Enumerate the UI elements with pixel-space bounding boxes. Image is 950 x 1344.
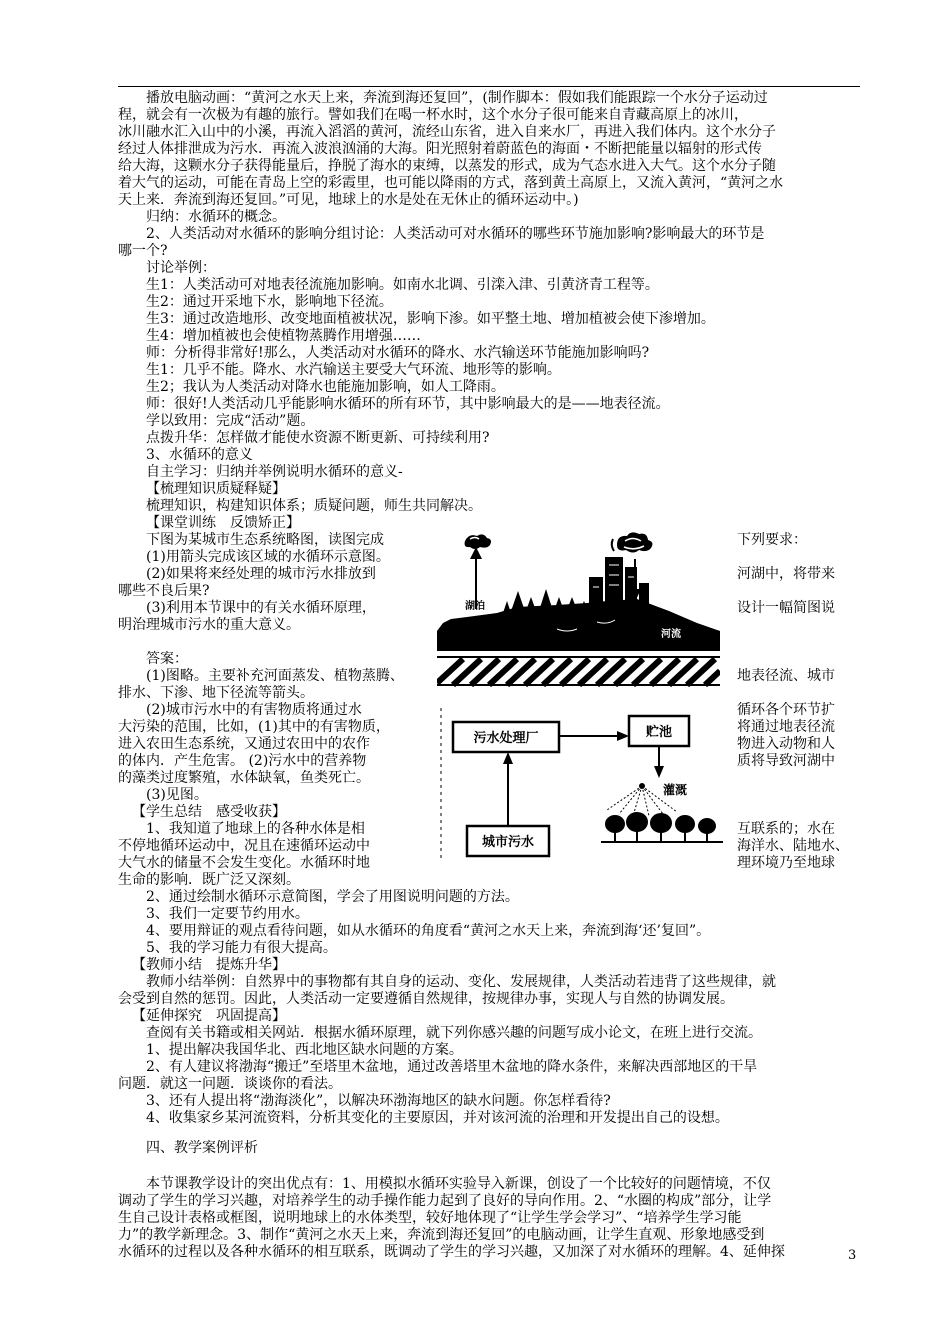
summary-section: [118, 889, 858, 1127]
text-line: (1)用箭头完成该区域的水循环示意图。: [146, 549, 390, 565]
sewage-plant-label: 污水处理厂: [473, 731, 539, 746]
header-rule: [118, 86, 860, 87]
text-line: 3、我们一定要节约用水。: [146, 906, 309, 922]
text-line: 力”的教学新理念。3、制作“黄河之水天上来，奔流到海还复回”的电脑动画，让学生直观、形象地感受到: [118, 1227, 765, 1243]
text-line: 的藻类过度繁殖，水体缺氧，鱼类死亡。: [118, 770, 370, 786]
text-line: 生命的影响．既广泛又深刻。: [118, 872, 300, 888]
text-line: 答案：: [146, 651, 188, 667]
text-line: (1)图略。主要补充河面蒸发、植物蒸腾、: [146, 668, 404, 684]
arrow-to-plant: [503, 752, 513, 764]
text-line: 教师小结举例：自然界中的事物都有其自身的运动、变化、发展规律，人类活动若违背了这些规律，就: [146, 974, 776, 990]
right-fragment: 下列要求：: [737, 532, 807, 548]
text-line: 【教师小结 提炼升华】: [132, 957, 286, 973]
text-line: 3、水循环的意义: [146, 447, 253, 463]
page-number: 3: [848, 1248, 857, 1263]
text-line: 哪些不良后果?: [118, 583, 210, 599]
text-line: 程，就会有一次极为有趣的旅行。譬如我们在喝一杯水时，这个水分子很可能来自青藏高原上的冰川，: [118, 107, 748, 123]
text-line: 排水、下渗、地下径流等箭头。: [118, 685, 314, 701]
text-line: 归纳：水循环的概念。: [146, 209, 286, 225]
text-line: 生自己设计表格或框图，说明地球上的水体类型，较好地体现了“让学生学会学习”、“培养学生学习能: [118, 1210, 742, 1226]
evaporation-arrow: [470, 547, 482, 609]
text-line: 大气水的储量不会发生变化。水循环时地: [118, 855, 370, 871]
text-line: 给大海，这颗水分子获得能量后，挣脱了海水的束缚，以蒸发的形式，成为气态水进入大气。这个水分子随: [118, 158, 776, 174]
evaluation-paragraph: [118, 1176, 858, 1261]
text-line: 天上来．奔流到海还复回。”可见，地球上的水是处在无休止的循环运动中。): [118, 192, 579, 208]
text-line: 大污染的范围，比如，(1)其中的有害物质，: [118, 719, 390, 735]
right-fragment: 理环境乃至地球: [737, 855, 835, 871]
discussion-section: [118, 209, 858, 532]
text-line: 播放电脑动画：“黄河之水天上来，奔流到海还复回”，(制作脚本：假如我们能跟踪一个水分子运动过: [146, 90, 768, 106]
right-fragment: 设计一幅简图说: [737, 600, 835, 616]
text-line: 会受到自然的惩罚。因此，人类活动一定要遵循自然规律，按规律办事，实现人与自然的协调发展。: [118, 991, 734, 1007]
right-fragment: 物进入动物和人: [737, 736, 835, 752]
text-line: 的体内．产生危害。 (2)污水中的营养物: [118, 753, 367, 769]
right-fragment: 地表径流、城市: [737, 668, 835, 684]
text-line: 【课堂训练 反馈矫正】: [146, 515, 300, 531]
text-line: 生4：增加植被也会使植物蒸腾作用增强……: [146, 328, 421, 344]
text-line: 下图为某城市生态系统略图，读图完成: [146, 532, 384, 548]
text-line: 明治理城市污水的重大意义。: [118, 617, 300, 633]
text-line: 学以致用：完成“活动”题。: [146, 413, 315, 429]
sewage-flow-figure: [437, 702, 727, 862]
right-fragment: 循环各个环节扩: [737, 702, 835, 718]
right-fragment: 将通过地表径流: [737, 719, 835, 735]
text-line: 讨论举例：: [146, 260, 216, 276]
pond-label: 贮池: [645, 725, 673, 740]
city-buildings-icon: [589, 557, 649, 613]
city-sewage-label: 城市污水: [481, 835, 535, 850]
text-line: 3、还有人提出将“渤海淡化”，以解决环渤海地区的缺水问题。你怎样看待?: [146, 1093, 611, 1109]
text-line: 师：很好!人类活动几乎能影响水循环的所有环节，其中影响最大的是——地表径流。: [146, 396, 670, 412]
exercise-left-column: [118, 532, 436, 889]
animation-paragraph: [118, 90, 858, 209]
cloud-right-icon: [612, 532, 653, 552]
lake-label: 湖泊: [465, 601, 485, 612]
text-line: 1、提出解决我国华北、西北地区缺水问题的方案。: [146, 1042, 463, 1058]
text-line: 【延伸探究 巩固提高】: [132, 1008, 286, 1024]
arrow-to-irrigation: [654, 766, 664, 778]
text-line: 师：分析得非常好!那么，人类活动对水循环的降水、水汽输送环节能施加影响吗?: [146, 345, 650, 361]
text-line: 调动了学生的学习兴趣，对培养学生的动手操作能力起到了良好的导向作用。2、“水圈的构成”部分，让学: [118, 1193, 772, 1209]
text-line: 自主学习：归纳并举例说明水循环的意义-: [146, 464, 403, 480]
city-ecosystem-figure: [437, 527, 720, 687]
text-line: (3)见图。: [146, 787, 208, 803]
text-line: 生1：几乎不能。降水、水汽输送主要受大气环流、地形等的影响。: [146, 362, 561, 378]
text-line: 生3：通过改造地形、改变地面植被状况，影响下渗。如平整土地、增加植被会使下渗增加。: [146, 311, 715, 327]
city-ecosystem-svg: [437, 527, 720, 687]
text-line: 4、收集家乡某河流资料，分析其变化的主要原因，并对该河流的治理和开发提出自己的设想。: [146, 1110, 729, 1126]
text-line: 5、我的学习能力有很大提高。: [146, 940, 337, 956]
irrigation-label: 灌溉: [663, 783, 688, 797]
text-line: [118, 634, 436, 651]
right-fragment: 质将导致河湖中: [737, 753, 835, 769]
text-line: 经过人体排泄成为污水．再流入波浪汹涌的大海。阳光照射着蔚蓝色的海面・不断把能量以辐射的形式传: [118, 141, 762, 157]
text-line: 2、有人建议将渤海“搬迁”至塔里木盆地，通过改善塔里木盆地的降水条件，来解决西部地区的干旱: [146, 1059, 758, 1075]
river-label: 河流: [661, 629, 681, 640]
text-line: 【学生总结 感受收获】: [132, 804, 286, 820]
text-line: 点拨升华：怎样做才能使水资源不断更新、可持续利用?: [146, 430, 490, 446]
text-line: 生1：人类活动可对地表径流施加影响。如南水北调、引滦入津、引黄济青工程等。: [146, 277, 659, 293]
text-line: 冰川融水汇入山中的小溪，再流入滔滔的黄河，流经山东省，进入自来水厂，再进入我们体内。这个水分子: [118, 124, 776, 140]
right-fragment: 海洋水、陆地水、: [737, 838, 849, 854]
right-fragment: 河湖中，将带来: [737, 566, 835, 582]
arrow-to-pond: [617, 731, 629, 741]
text-line: 1、我知道了地球上的各种水体是相: [146, 821, 365, 837]
section-heading: 四、教学案例评析: [146, 1140, 258, 1156]
sewage-flow-svg: [437, 702, 727, 862]
crops-icon: [601, 812, 723, 842]
text-line: 进入农田生态系统，又通过农田中的农作: [118, 736, 370, 752]
text-line: 不停地循环运动中，况且在速循环运动中: [118, 838, 370, 854]
right-fragment: 互联系的；水在: [737, 821, 835, 837]
text-line: 梳理知识，构建知识体系；质疑问题，师生共同解决。: [146, 498, 482, 514]
text-line: 生2；我认为人类活动对降水也能施加影响，如人工降雨。: [146, 379, 505, 395]
text-line: 生2：通过开采地下水，影响地下径流。: [146, 294, 393, 310]
text-line: 查阅有关书籍或相关网站．根据水循环原理，就下列你感兴趣的问题写成小论文，在班上进行交流。: [146, 1025, 762, 1041]
text-line: 水循环的过程以及各种水循环的相互联系，既调动了学生的学习兴趣，又加深了对水循环的理解。4、延伸探: [118, 1244, 785, 1260]
text-line: (2)如果将来经处理的城市污水排放到: [146, 566, 376, 582]
text-line: 4、要用辩证的观点看待问题，如从水循环的角度看“黄河之水天上来，奔流到海‘还’复回”。: [146, 923, 711, 939]
text-line: 着大气的运动，可能在青岛上空的彩霞里，也可能以降雨的方式，落到黄土高原上，又流入黄河，“黄河之水: [118, 175, 784, 191]
text-line: 2、人类活动对水循环的影响分组讨论：人类活动可对水循环的哪些环节施加影响?影响最大的环节是: [146, 226, 765, 242]
text-line: (3)利用本节课中的有关水循环原理，: [146, 600, 376, 616]
cloud-left-icon: [465, 534, 491, 549]
text-line: (2)城市污水中的有害物质将通过水: [146, 702, 362, 718]
text-line: 2、通过绘制水循环示意简图，学会了用图说明问题的方法。: [146, 889, 519, 905]
text-line: 问题．就这一问题．谈谈你的看法。: [118, 1076, 342, 1092]
text-line: 本节课教学设计的突出优点有：1、用模拟水循环实验导入新课，创设了一个比较好的问题情境，不仅: [146, 1176, 771, 1192]
ground-hatching: [437, 657, 720, 685]
text-line: 哪一个?: [118, 243, 168, 259]
text-line: 【梳理知识质疑释疑】: [146, 481, 286, 497]
